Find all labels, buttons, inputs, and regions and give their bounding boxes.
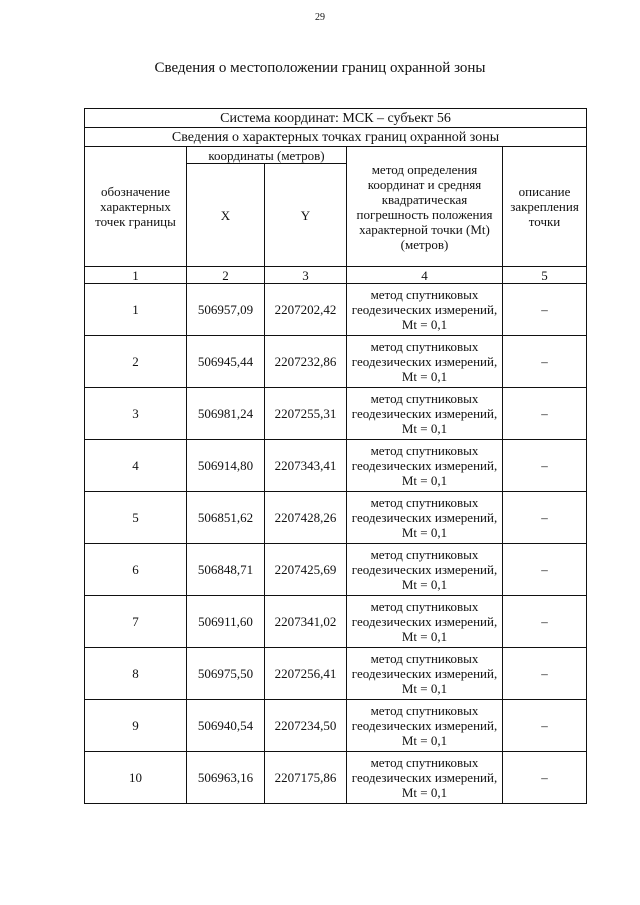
- y-coordinate-cell: 2207234,50: [265, 700, 347, 752]
- data-rows: [85, 284, 587, 804]
- x-coordinate-cell: 506848,71: [187, 544, 265, 596]
- point-number-cell: 10: [85, 752, 187, 804]
- method-cell: метод спутниковых геодезических измерений, Mt = 0,1: [347, 440, 503, 492]
- description-cell: –: [503, 648, 587, 700]
- y-coordinate-cell: 2207343,41: [265, 440, 347, 492]
- method-cell: метод спутниковых геодезических измерений, Mt = 0,1: [347, 700, 503, 752]
- column-numbers-row: [85, 267, 587, 284]
- x-coordinate-cell: 506914,80: [187, 440, 265, 492]
- description-cell: –: [503, 544, 587, 596]
- point-number-cell: 6: [85, 544, 187, 596]
- point-number-cell: 1: [85, 284, 187, 336]
- x-coordinate-cell: 506940,54: [187, 700, 265, 752]
- table-row: [85, 284, 587, 336]
- coordinates-header: координаты (метров): [187, 147, 347, 164]
- description-header: описание закрепления точки: [503, 147, 587, 267]
- description-cell: –: [503, 440, 587, 492]
- method-cell: метод спутниковых геодезических измерений, Mt = 0,1: [347, 336, 503, 388]
- method-cell: метод спутниковых геодезических измерений, Mt = 0,1: [347, 492, 503, 544]
- y-coordinate-cell: 2207232,86: [265, 336, 347, 388]
- method-cell: метод спутниковых геодезических измерений, Mt = 0,1: [347, 596, 503, 648]
- table-row: [85, 336, 587, 388]
- point-number-cell: 8: [85, 648, 187, 700]
- x-coordinate-cell: 506911,60: [187, 596, 265, 648]
- column-number: 2: [187, 267, 265, 284]
- section-header: Сведения о характерных точках границ охранной зоны: [85, 128, 587, 147]
- description-cell: –: [503, 492, 587, 544]
- description-cell: –: [503, 700, 587, 752]
- column-number: 4: [347, 267, 503, 284]
- point-number-cell: 9: [85, 700, 187, 752]
- description-cell: –: [503, 284, 587, 336]
- table-row: [85, 440, 587, 492]
- description-cell: –: [503, 336, 587, 388]
- column-number: 1: [85, 267, 187, 284]
- point-number-cell: 3: [85, 388, 187, 440]
- x-coordinate-cell: 506981,24: [187, 388, 265, 440]
- description-cell: –: [503, 388, 587, 440]
- y-header: Y: [265, 164, 347, 267]
- coordinate-system-header: Система координат: МСК – субъект 56: [85, 109, 587, 128]
- x-header: X: [187, 164, 265, 267]
- x-coordinate-cell: 506945,44: [187, 336, 265, 388]
- y-coordinate-cell: 2207202,42: [265, 284, 347, 336]
- column-number: 3: [265, 267, 347, 284]
- table-row: [85, 700, 587, 752]
- method-cell: метод спутниковых геодезических измерений, Mt = 0,1: [347, 752, 503, 804]
- method-cell: метод спутниковых геодезических измерений, Mt = 0,1: [347, 388, 503, 440]
- x-coordinate-cell: 506963,16: [187, 752, 265, 804]
- document-title: Сведения о местоположении границ охранной зоны: [154, 60, 486, 76]
- y-coordinate-cell: 2207428,26: [265, 492, 347, 544]
- table-row: [85, 544, 587, 596]
- x-coordinate-cell: 506957,09: [187, 284, 265, 336]
- designation-header: обозначение характерных точек границы: [85, 147, 187, 267]
- point-number-cell: 5: [85, 492, 187, 544]
- description-cell: –: [503, 596, 587, 648]
- point-number-cell: 4: [85, 440, 187, 492]
- method-cell: метод спутниковых геодезических измерений, Mt = 0,1: [347, 648, 503, 700]
- y-coordinate-cell: 2207255,31: [265, 388, 347, 440]
- method-header: метод определения координат и средняя квадратическая погрешность положения характерной точки (Mt) (метров): [347, 147, 503, 267]
- y-coordinate-cell: 2207175,86: [265, 752, 347, 804]
- page-number: 29: [315, 12, 325, 23]
- y-coordinate-cell: 2207341,02: [265, 596, 347, 648]
- y-coordinate-cell: 2207256,41: [265, 648, 347, 700]
- x-coordinate-cell: 506851,62: [187, 492, 265, 544]
- y-coordinate-cell: 2207425,69: [265, 544, 347, 596]
- column-number: 5: [503, 267, 587, 284]
- table-row: [85, 648, 587, 700]
- method-cell: метод спутниковых геодезических измерений, Mt = 0,1: [347, 544, 503, 596]
- table-row: [85, 388, 587, 440]
- method-cell: метод спутниковых геодезических измерений, Mt = 0,1: [347, 284, 503, 336]
- point-number-cell: 2: [85, 336, 187, 388]
- table-row: [85, 596, 587, 648]
- description-cell: –: [503, 752, 587, 804]
- x-coordinate-cell: 506975,50: [187, 648, 265, 700]
- table-row: [85, 492, 587, 544]
- table-row: [85, 752, 587, 804]
- boundary-points-table: [84, 108, 587, 804]
- point-number-cell: 7: [85, 596, 187, 648]
